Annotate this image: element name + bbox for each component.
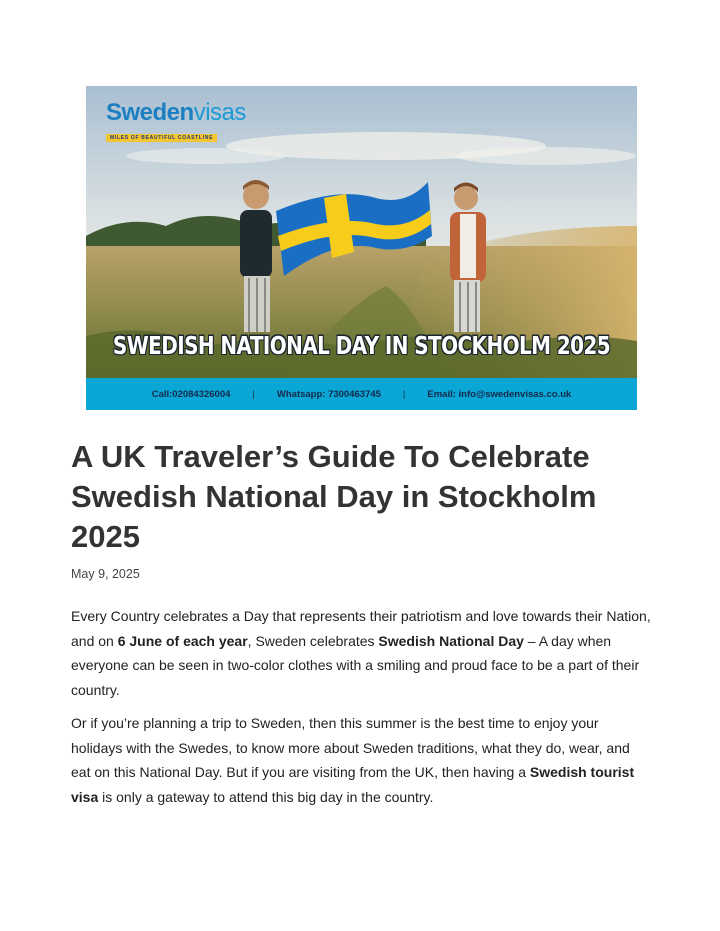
brand-logo (106, 100, 246, 144)
contact-separator: | (252, 388, 255, 400)
hero-banner-image (86, 86, 637, 410)
article-paragraph-2 (71, 711, 651, 809)
article-date: May 9, 2025 (71, 567, 140, 581)
contact-bar (86, 378, 637, 410)
paragraph-text: Or if you’re planning a trip to Sweden, then this summer is the best time to enjoy your holidays with the Swedes, to know more about Sweden traditions, what they do, wear, and eat on this National Day. But if you are visiting from the UK, then having a (71, 715, 630, 780)
article-body (71, 604, 651, 818)
contact-email: Email: info@swedenvisas.co.uk (427, 388, 572, 400)
contact-call: Call:02084326004 (151, 388, 231, 400)
brand-logo-part-2: visas (193, 99, 246, 126)
contact-separator: | (402, 388, 406, 400)
paragraph-text: is only a gateway to attend this big day in the country. (98, 788, 434, 805)
highlight-date: 6 June of each year (117, 632, 248, 649)
paragraph-text: Every Country celebrates a Day that represents their patriotism and love towards their Nation, and on (71, 608, 651, 649)
brand-logo-part-1: Sweden (106, 99, 194, 126)
article-title: A UK Traveler’s Guide To Celebrate Swedish National Day in Stockholm 2025 (71, 439, 597, 554)
paragraph-text: , Sweden celebrates (247, 632, 379, 649)
contact-whatsapp: Whatsapp: 7300463745 (276, 388, 381, 400)
article-paragraph-1 (71, 604, 651, 702)
paragraph-text: – A day when everyone can be seen in two-color clothes with a smiling and proud face to be a part of their country. (71, 632, 640, 698)
highlight-visa: Swedish tourist visa (71, 764, 635, 805)
highlight-event: Swedish National Day (378, 632, 524, 649)
brand-tagline: MILES OF BEAUTIFUL COASTLINE (106, 134, 217, 142)
brand-logo-wordmark (106, 100, 246, 126)
hero-title: SWEDISH NATIONAL DAY IN STOCKHOLM 2025 (112, 330, 611, 360)
